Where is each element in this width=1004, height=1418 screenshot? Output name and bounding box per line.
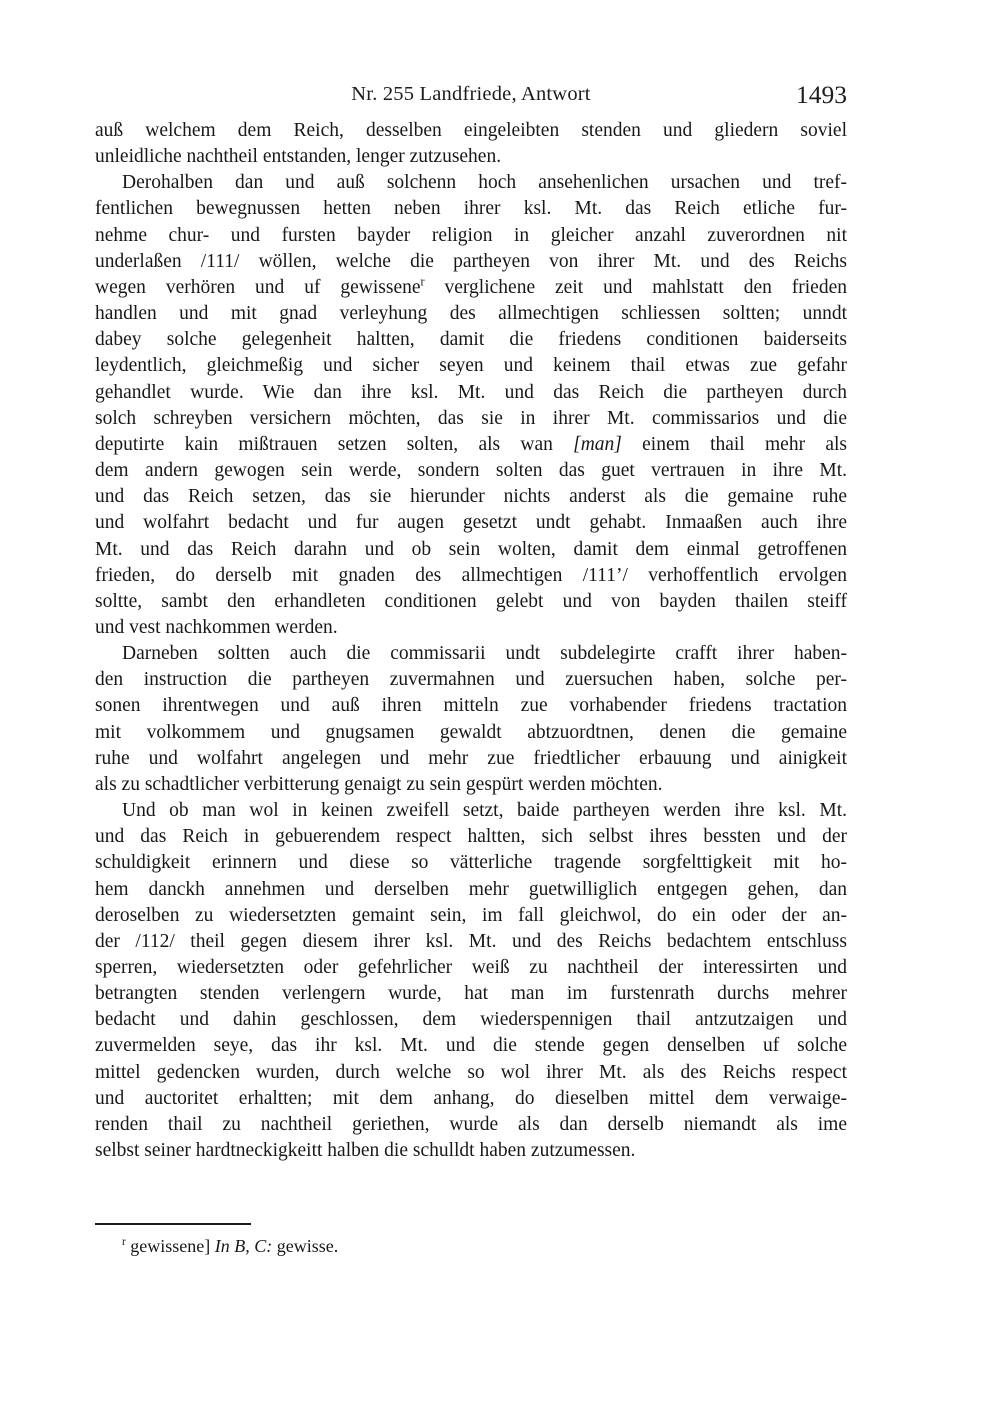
text-run: dabey solche gelegenheit haltten, damit die friedens conditionen baiderseits [95, 329, 847, 351]
text-run: einem thail mehr als [621, 433, 847, 455]
text-line [95, 196, 847, 222]
text-line [95, 118, 847, 144]
text-run: frieden, do derselb mit gnaden des allmechtigen /111’/ verhoffentlich ervolgen [95, 564, 847, 586]
text-run: Darneben soltten auch die commissarii undt subdelegirte crafft ihrer haben- [122, 643, 847, 665]
text-run: zuvermelden seye, das ihr ksl. Mt. und die stende gegen denselben uf solche [95, 1035, 847, 1057]
text-run: renden thail zu nachtheil geriethen, wurde als dan derselb niemandt als ime [95, 1113, 847, 1135]
italic-text-run: In B, C: [214, 1236, 273, 1256]
text-line [95, 877, 847, 903]
footnote-line [95, 1234, 847, 1258]
text-run: nehme chur- und fursten bayder religion in gleicher anzahl zuverordnen nit [95, 224, 847, 246]
paragraph [95, 798, 847, 1164]
paragraph [95, 170, 847, 641]
paragraph [95, 118, 847, 170]
text-run: und wolfahrt bedacht und fur augen gesetzt undt gehabt. Inmaaßen auch ihre [95, 512, 847, 534]
text-line [95, 903, 847, 929]
footnote [95, 1234, 847, 1258]
italic-text-run: [man] [573, 433, 622, 455]
text-line [95, 1033, 847, 1059]
text-run: verglichene zeit und mahlstatt den frieden [424, 276, 847, 298]
text-run: den instruction die partheyen zuvermahnen und zuersuchen haben, solche per- [95, 669, 847, 691]
text-line [95, 641, 847, 667]
text-run: ruhe und wolfahrt angelegen und mehr zue friedtlicher erbauung und ainigkeit [95, 747, 847, 769]
text-run: Derohalben dan und auß solchenn hoch ansehenlichen ursachen und tref- [122, 172, 847, 194]
text-line [95, 458, 847, 484]
text-line [95, 223, 847, 249]
text-line [95, 693, 847, 719]
text-run: deputirte kain mißtrauen setzen solten, als wan [95, 433, 574, 455]
text-run: selbst seiner hardtneckigkeitt halben die schulldt haben zutzumessen. [95, 1140, 636, 1162]
text-line [95, 510, 847, 536]
text-line [95, 327, 847, 353]
text-line [95, 249, 847, 275]
text-line [95, 1007, 847, 1033]
text-line [95, 170, 847, 196]
text-run: und vest nachkommen werden. [95, 616, 338, 638]
text-run: auß welchem dem Reich, desselben eingeleibten stenden und gliedern soviel [95, 120, 847, 141]
text-line [95, 955, 847, 981]
text-line [95, 850, 847, 876]
text-run: leydentlich, gleichmeßig und sicher seyen und keinem thail etwas zue gefahr [95, 355, 847, 377]
text-line [95, 484, 847, 510]
text-line [95, 301, 847, 327]
text-line [95, 353, 847, 379]
text-line [95, 432, 847, 458]
text-run: soltte, sambt den erhandleten conditionen gelebt und von bayden thailen steiff [95, 590, 847, 612]
text-line [95, 144, 847, 170]
text-line [95, 406, 847, 432]
text-run: hem danckh annehmen und derselben mehr guetwilliglich entgegen gehen, dan [95, 878, 847, 900]
text-run: handlen und mit gnad verleyhung des allmechtigen schliessen soltten; unndt [95, 303, 847, 325]
text-run: und das Reich in gebuerendem respect haltten, sich selbst ihres bessten und der [95, 826, 847, 848]
paragraph [95, 641, 847, 798]
text-run: bedacht und dahin geschlossen, dem wiederspennigen thail antzutzaigen und [95, 1009, 847, 1031]
text-body [95, 118, 847, 1164]
text-line [95, 667, 847, 693]
text-run: wegen verhören und uf gewissene [95, 276, 421, 298]
text-line [95, 720, 847, 746]
text-line [95, 563, 847, 589]
footnote-marker: r [122, 1236, 126, 1248]
footnote-rule [95, 1223, 251, 1225]
text-line [95, 1138, 847, 1164]
text-run: mit volkommem und gnugsamen gewaldt abtzuordtnen, denen die gemaine [95, 721, 847, 743]
text-run: unleidliche nachtheil entstanden, lenger zutzusehen. [95, 146, 502, 168]
text-run: und auctoritet erhaltten; mit dem anhang, do dieselben mittel dem verwaige- [95, 1087, 847, 1109]
text-run: solch schreyben versichern möchten, das sie in ihrer Mt. commissarios und die [95, 407, 847, 429]
text-run: Und ob man wol in keinen zweifell setzt, baide partheyen werden ihre ksl. Mt. [122, 800, 847, 822]
text-run: schuldigkeit erinnern und diese so vätterliche tragende sorgfelttigkeit mit ho- [95, 852, 847, 874]
text-line [95, 1086, 847, 1112]
text-run: der /112/ theil gegen diesem ihrer ksl. Mt. und des Reichs bedachtem entschluss [95, 930, 847, 952]
text-run: Mt. und das Reich darahn und ob sein wolten, damit dem einmal getroffenen [95, 538, 847, 560]
text-run: dem andern gewogen sein werde, sondern solten das guet vertrauen in ihre Mt. [95, 460, 847, 482]
page-number: 1493 [796, 80, 847, 109]
text-run: betrangten stenden verlengern wurde, hat man im furstenrath durchs mehrer [95, 983, 847, 1005]
running-head [95, 80, 847, 110]
text-line [95, 589, 847, 615]
text-line [95, 615, 847, 641]
text-run: und das Reich setzen, das sie hierunder nichts anderst als die gemaine ruhe [95, 486, 847, 508]
text-line [95, 798, 847, 824]
footnote-marker: r [420, 274, 425, 289]
running-head-title: Nr. 255 Landfriede, Antwort [351, 83, 591, 105]
text-run: deroselben zu wiedersetzten gemaint sein, im fall gleichwol, do ein oder der an- [95, 904, 847, 926]
text-line [95, 380, 847, 406]
text-line [95, 746, 847, 772]
text-run: gewisse. [272, 1236, 339, 1256]
text-line [95, 981, 847, 1007]
text-line [95, 275, 847, 301]
text-run: als zu schadtlicher verbitterung genaigt zu sein gespürt werden möchten. [95, 773, 663, 795]
text-line [95, 1060, 847, 1086]
text-line [95, 929, 847, 955]
text-run: gehandlet wurde. Wie dan ihre ksl. Mt. und das Reich die partheyen durch [95, 381, 847, 403]
text-line [95, 824, 847, 850]
text-run: sperren, wiedersetzten oder gefehrlicher weiß zu nachtheil der interessirten und [95, 957, 847, 978]
text-line [95, 772, 847, 798]
text-run: gewissene] [125, 1236, 215, 1256]
text-run: underlaßen /111/ wöllen, welche die partheyen von ihrer Mt. und des Reichs [95, 250, 847, 272]
text-run: sonen ihrentwegen und auß ihren mitteln zue vorhabender friedens tractation [95, 695, 847, 717]
text-line [95, 1112, 847, 1138]
text-run: fentlichen bewegnussen hetten neben ihrer ksl. Mt. das Reich etliche fur- [95, 198, 847, 220]
text-run: mittel gedencken wurden, durch welche so wol ihrer Mt. als des Reichs respect [95, 1061, 847, 1083]
text-line [95, 537, 847, 563]
